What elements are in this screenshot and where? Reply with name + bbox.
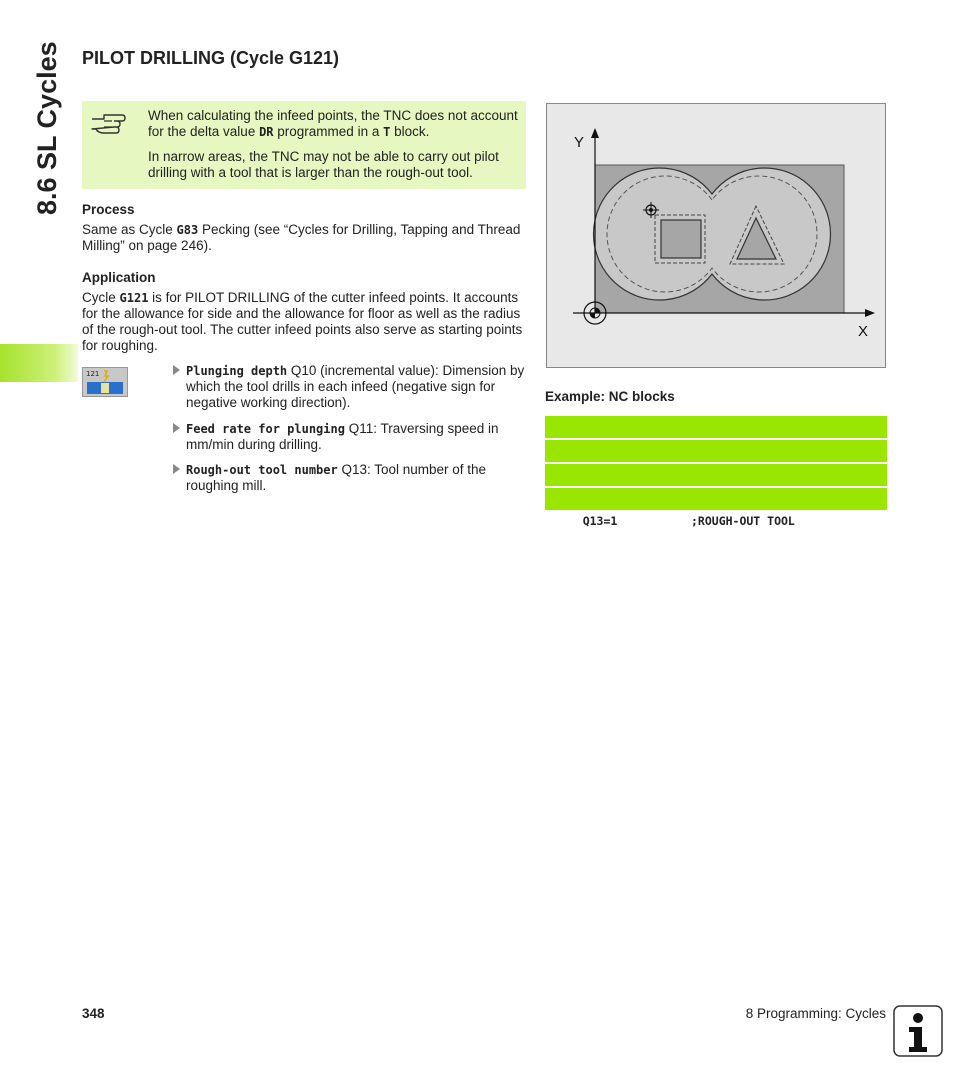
chapter-label: 8 Programming: Cycles xyxy=(745,1006,886,1021)
y-axis-label: Y xyxy=(574,134,585,151)
parameter-rough-out-tool: Rough-out tool number Q13: Tool number of the roughing mill. xyxy=(172,462,528,494)
nc-block-row xyxy=(545,416,887,438)
pointing-hand-icon xyxy=(90,109,126,135)
x-axis-label: X xyxy=(858,323,869,340)
nc-code: Q13=1 xyxy=(555,514,618,528)
cycle-121-softkey[interactable] xyxy=(82,367,128,397)
note-paragraph-2: In narrow areas, the TNC may not be able to carry out pilot drilling with a tool that is larger than the rough-out tool. xyxy=(148,149,499,180)
arrow-right-icon xyxy=(173,423,180,433)
arrow-right-icon xyxy=(173,464,180,474)
note-paragraph-1: When calculating the infeed points, the TNC does not account for the delta value DR programmed in a T block. xyxy=(148,108,518,139)
nc-block-row xyxy=(545,488,887,528)
diagram-graphic xyxy=(547,104,885,367)
code-g83: G83 xyxy=(176,223,199,237)
page-title: PILOT DRILLING (Cycle G121) xyxy=(82,48,340,68)
nc-block-row xyxy=(545,464,887,486)
process-heading: Process xyxy=(82,202,135,217)
info-icon xyxy=(893,1005,943,1057)
nc-comment: ;ROUGH-OUT TOOL xyxy=(691,514,795,528)
nc-block-row xyxy=(545,440,887,462)
arrow-right-icon xyxy=(173,365,180,375)
note-box xyxy=(82,101,526,189)
code-t: T xyxy=(383,125,391,139)
application-heading: Application xyxy=(82,270,156,285)
drill-icon xyxy=(83,368,127,396)
parameter-plunging-depth: Plunging depth Q10 (incremental value): Dimension by which the tool drills in each infeed (negative sign for negative working direction). xyxy=(172,363,528,411)
code-dr: DR xyxy=(259,125,274,139)
pilot-drilling-diagram xyxy=(546,103,886,368)
parameter-feed-rate: Feed rate for plunging Q11: Traversing speed in mm/min during drilling. xyxy=(172,421,528,453)
section-tab-marker xyxy=(0,344,78,382)
softkey-label: 121 xyxy=(86,370,100,378)
process-text: Same as Cycle G83 Pecking (see “Cycles for Drilling, Tapping and Thread Milling” on page 246). xyxy=(82,222,521,253)
code-g121: G121 xyxy=(119,291,149,305)
application-text: Cycle G121 is for PILOT DRILLING of the cutter infeed points. It accounts for the allowance for side and the allowance for floor as well as the radius of the rough-out tool. The cutter infeed points also serve as starting points for roughing. xyxy=(82,290,523,353)
section-title-vertical: 8.6 SL Cycles xyxy=(32,41,62,215)
page-number: 348 xyxy=(82,1006,105,1021)
example-title: Example: NC blocks xyxy=(545,389,675,404)
